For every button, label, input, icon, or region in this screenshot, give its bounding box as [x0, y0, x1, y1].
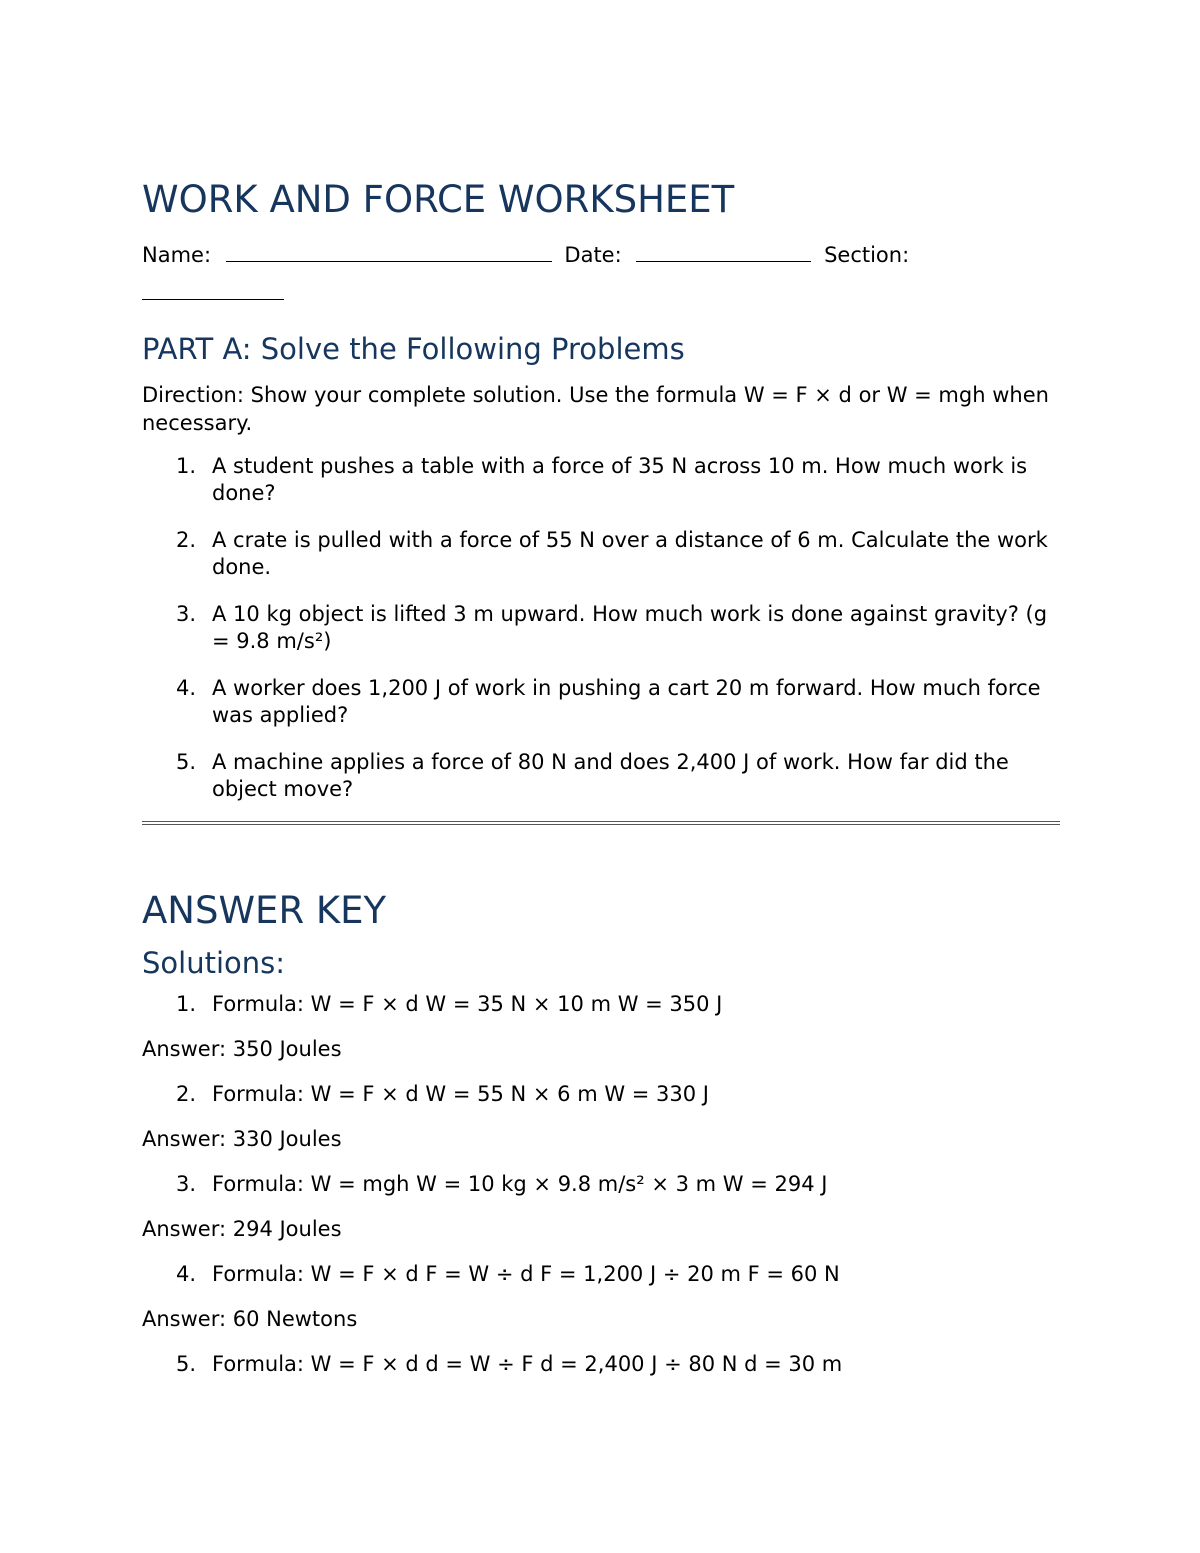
section-label: Section: — [824, 243, 910, 267]
solution-item — [142, 1081, 1060, 1108]
solution-number: 4. — [176, 1262, 197, 1286]
section-divider — [142, 821, 1060, 825]
problem-number: 5. — [176, 750, 197, 774]
part-a-heading: PART A: Solve the Following Problems — [142, 332, 685, 366]
solution-formula: Formula: W = F × d F = W ÷ d F = 1,200 J ÷ 20 m F = 60 N — [212, 1262, 840, 1286]
name-label: Name: — [142, 243, 212, 267]
solution-answer: Answer: 294 Joules — [142, 1217, 342, 1241]
date-label: Date: — [564, 243, 622, 267]
problem-number: 1. — [176, 454, 197, 478]
solution-item — [142, 1351, 1060, 1378]
problem-list — [142, 453, 1060, 803]
problem-number: 2. — [176, 528, 197, 552]
name-blank — [226, 243, 552, 262]
solution-formula: Formula: W = mgh W = 10 kg × 9.8 m/s² × 3 m W = 294 J — [212, 1172, 828, 1196]
list-item — [142, 601, 1060, 655]
solution-number: 3. — [176, 1172, 197, 1196]
solution-number: 2. — [176, 1082, 197, 1106]
problem-number: 4. — [176, 676, 197, 700]
solution-formula: Formula: W = F × d W = 55 N × 6 m W = 330 J — [212, 1082, 709, 1106]
solution-item — [142, 991, 1060, 1018]
solutions-heading: Solutions: — [142, 946, 286, 980]
problem-text: A 10 kg object is lifted 3 m upward. How much work is done against gravity? (g = 9.8 m/s²) — [212, 602, 1048, 653]
solution-answer: Answer: 60 Newtons — [142, 1307, 358, 1331]
solution-number: 5. — [176, 1352, 197, 1376]
problem-text: A crate is pulled with a force of 55 N over a distance of 6 m. Calculate the work done. — [212, 528, 1048, 579]
solution-formula: Formula: W = F × d W = 35 N × 10 m W = 350 J — [212, 992, 723, 1016]
problem-number: 3. — [176, 602, 197, 626]
solution-answer: Answer: 350 Joules — [142, 1037, 342, 1061]
list-item — [142, 675, 1060, 729]
list-item — [142, 527, 1060, 581]
problem-text: A student pushes a table with a force of 35 N across 10 m. How much work is done? — [212, 454, 1028, 505]
answer-key-heading: ANSWER KEY — [142, 889, 387, 932]
solution-item — [142, 1171, 1060, 1198]
direction-text: Direction: Show your complete solution. Use the formula W = F × d or W = mgh when necessary. — [142, 383, 1049, 435]
solution-item — [142, 1261, 1060, 1288]
date-blank — [636, 243, 811, 262]
worksheet-page — [142, 176, 1060, 1378]
solution-formula: Formula: W = F × d d = W ÷ F d = 2,400 J ÷ 80 N d = 30 m — [212, 1352, 843, 1376]
solution-number: 1. — [176, 992, 197, 1016]
student-info-line — [142, 236, 1060, 312]
problem-text: A worker does 1,200 J of work in pushing a cart 20 m forward. How much force was applied? — [212, 676, 1041, 727]
list-item — [142, 453, 1060, 507]
solution-answer: Answer: 330 Joules — [142, 1127, 342, 1151]
worksheet-title: WORK AND FORCE WORKSHEET — [142, 178, 735, 221]
section-blank — [142, 281, 284, 300]
problem-text: A machine applies a force of 80 N and does 2,400 J of work. How far did the object move? — [212, 750, 1009, 801]
list-item — [142, 749, 1060, 803]
